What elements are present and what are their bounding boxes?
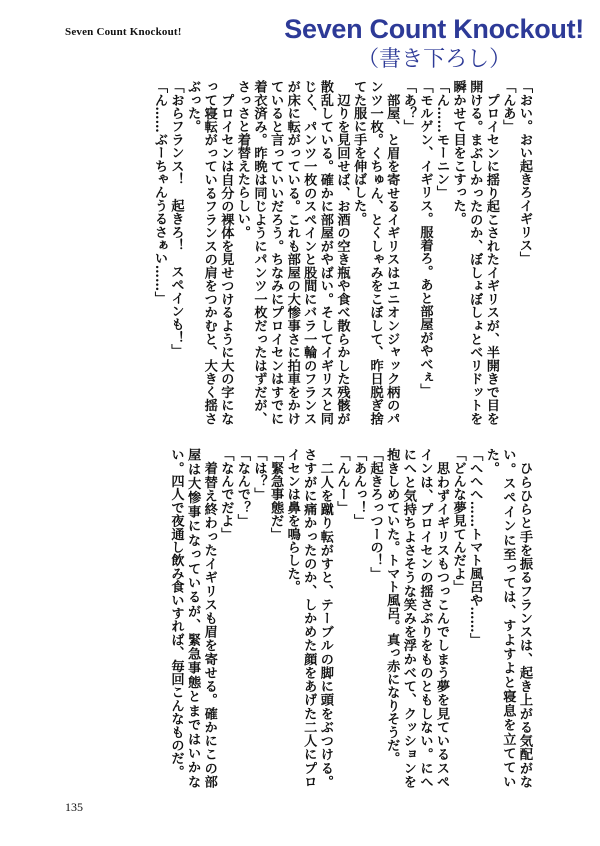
paragraph: 「なんでだよ」 bbox=[218, 448, 234, 541]
paragraph: 「ん……モーニン」 bbox=[434, 80, 450, 199]
story-subtitle: （書き下ろし） bbox=[357, 47, 512, 72]
paragraph: 「緊急事態だ」 bbox=[268, 448, 284, 541]
paragraph: 辺りを見回せば、お酒の空き瓶や食べ散らかした残骸が散乱している。確かに部屋がやばい。そしてイギリスと同じく、パンツ一枚のスペインと股間にバラ一輪のフランスが床に転がっている。これも部屋の大惨事さに拍車をかけていると言っていいだろう。ちなみにプロイセンはすでに着衣済み。昨晩は同じようにパンツ一枚だったはずだが、さっさと着替えたらしい。 bbox=[234, 80, 350, 425]
paragraph: 着替え終わったイギリスも眉を寄せる。確かにこの部屋は大惨事になっているが、緊急事態とまではいかない。四人で夜通し飲み食いすれば、毎回こんなものだ。 bbox=[168, 448, 217, 788]
paragraph: 思わずイギリスもつっこんでしまう夢を見ているスペインは、プロイセンの揺さぶりをものともしない。にへにへと気持ちよさそうな笑みを浮かべて、クッションを抱きしめていた。トマト風呂。真っ赤になりそうだ。 bbox=[384, 448, 450, 788]
paragraph: 「あんっ！」 bbox=[351, 448, 367, 528]
paragraph: 「おい。おい起きろイギリス」 bbox=[517, 80, 532, 265]
paragraph: 「んあ」 bbox=[500, 80, 516, 133]
paragraph: 「あ？」 bbox=[400, 80, 416, 133]
paragraph: ひらひらと手を振るフランスは、起き上がる気配がない。スペインに至っては、すよすよと寝息を立てていた。 bbox=[483, 448, 532, 788]
paragraph: 「なんで？」 bbox=[234, 448, 250, 528]
paragraph: 二人を蹴り転がすと、テーブルの脚に頭をぶつける。さすがに痛かったのか、しかめた顔をあげた二人にプロイセンは鼻を鳴らした。 bbox=[284, 448, 333, 788]
paragraph: プロイセンは自分の裸体を見せつけるように大の字になって寝転がっているフランスの肩をつかむと、大きく揺さぶった。 bbox=[185, 80, 234, 425]
page-number: 135 bbox=[65, 800, 83, 814]
paragraph: 「おらフランス！ 起きろ！ スペインも！」 bbox=[168, 80, 184, 358]
paragraph: 「へへへ……トマト風呂や……」 bbox=[467, 448, 483, 646]
paragraph: 「は？」 bbox=[251, 448, 267, 501]
paragraph: 「モルゲン、イギリス。服着ろ。あと部屋がやべぇ」 bbox=[417, 80, 433, 397]
paragraph: 「んんー」 bbox=[334, 448, 350, 514]
paragraph: 「ん……ぶーちゃんうるさぁい……」 bbox=[151, 80, 167, 305]
paragraph: 「どんな夢見てんだよ」 bbox=[450, 448, 466, 594]
running-head: Seven Count Knockout! bbox=[65, 26, 182, 38]
paragraph: プロイセンに揺り起こされたイギリスが、半開きで目を開ける。まぶしかったのか、ぼしょぼしょとベリドットを瞬かせて目をこすった。 bbox=[450, 80, 499, 425]
upper-text-column bbox=[62, 80, 532, 425]
lower-text-column bbox=[62, 448, 532, 788]
title-block bbox=[284, 14, 584, 74]
story-title: Seven Count Knockout! bbox=[284, 14, 584, 44]
paragraph: 「起きろっつーの！」 bbox=[367, 448, 383, 580]
paragraph: 部屋、と眉を寄せるイギリスはユニオンジャック柄のパンツ一枚。くちゅん、とくしゃみをこぼして、昨日脱ぎ捨てた服に手を伸ばした。 bbox=[351, 80, 400, 425]
